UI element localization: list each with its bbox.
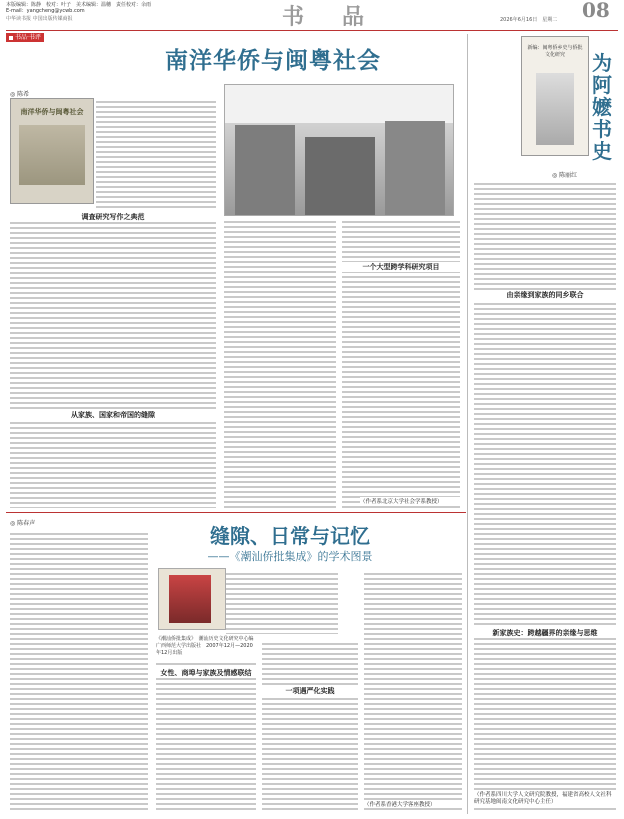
article2-subhead2: 一项遇严化实践	[262, 686, 358, 696]
issue-date: 2026年6月16日 星期二	[500, 17, 558, 23]
masthead-strip	[0, 0, 624, 30]
book-cover-art	[536, 73, 574, 145]
photo-building	[385, 121, 445, 215]
article3-author-note: （作者系四川大学人文研究院教授，福建省高校人文社科研究基地闽南文化研究中心主任）	[474, 792, 616, 806]
article3-book-title: 新编：闽粤侨乡史与侨批文化研究	[527, 45, 583, 58]
column-divider	[467, 34, 468, 814]
section-title: 书 品	[282, 4, 373, 30]
section-divider	[6, 512, 466, 513]
book-stack-image	[169, 575, 211, 623]
article1-subhead2: 从家族、国家和帝国的缝隙	[10, 410, 216, 420]
masthead-meta-line2: E-mail：yangcheng@ycwb.com	[6, 8, 85, 14]
article3-byline: ◎ 陈丽红	[552, 172, 578, 179]
section-tag	[6, 33, 44, 42]
article1-headline: 南洋华侨与闽粤社会	[165, 47, 381, 74]
article2-byline: ◎ 陈春声	[10, 520, 36, 527]
page-number: 08	[582, 0, 610, 22]
masthead-meta-line1: 本版编辑：陈静 校对：叶子 美术编辑：温穗 责任校对：余雨	[6, 2, 152, 8]
article3-text	[474, 180, 616, 810]
article2-text-col4	[364, 570, 462, 812]
article1-book-cover	[10, 98, 94, 204]
article3-subhead1: 由亲缘到家族的同乡联合	[474, 290, 616, 300]
masthead-meta	[6, 2, 151, 14]
paper-name: 中华读书报 中国出版传媒商报	[6, 16, 73, 22]
article2-text-col2	[156, 660, 256, 812]
article1-book-cover-title: 南洋华侨与闽粤社会	[20, 107, 84, 116]
article2-text-col2a	[226, 570, 338, 634]
article2-book-photo	[158, 568, 226, 630]
article1-text-col2	[224, 218, 336, 508]
article3-book-cover	[521, 36, 589, 156]
section-tag-label: 书品·书评	[15, 34, 41, 41]
article1-subhead3: 一个大型跨学科研究项目	[342, 262, 460, 272]
article3-headline: 为阿嬷书史	[592, 51, 612, 163]
book-cover-art	[19, 125, 85, 185]
header-rule	[6, 30, 618, 31]
article2-subhead1: 女性、商埠与家族及情感联结	[156, 668, 256, 678]
article1-author-note: （作者系北京大学社会学系教授）	[360, 497, 460, 505]
article2-text-col3	[262, 640, 358, 812]
article2-photo-caption: 《潮汕侨批集成》 潮汕历史文化研究中心编 广西师范大学出版社 2007年12月—2020年12月出版	[156, 636, 259, 656]
article2-author-note: （作者系香港大学客座教授）	[364, 800, 462, 808]
article2-headline: 缝隙、日常与记忆	[210, 524, 370, 548]
article1-subhead1: 调查研究写作之典范	[10, 212, 216, 222]
article2-subtitle: ——《潮汕侨批集成》的学术图景	[207, 550, 373, 563]
article2-text-col1	[10, 530, 148, 812]
article1-text-col1a	[96, 98, 216, 210]
article1-byline: ◎ 陈希	[10, 91, 30, 98]
photo-building	[235, 125, 295, 215]
tag-square-icon	[9, 36, 13, 40]
article1-text-col1	[10, 214, 216, 508]
photo-sky	[225, 85, 453, 123]
street-photo	[224, 84, 454, 216]
photo-building	[305, 137, 375, 215]
article3-subhead2: 新家族史：跨越疆界的亲缘与思维	[474, 628, 616, 638]
